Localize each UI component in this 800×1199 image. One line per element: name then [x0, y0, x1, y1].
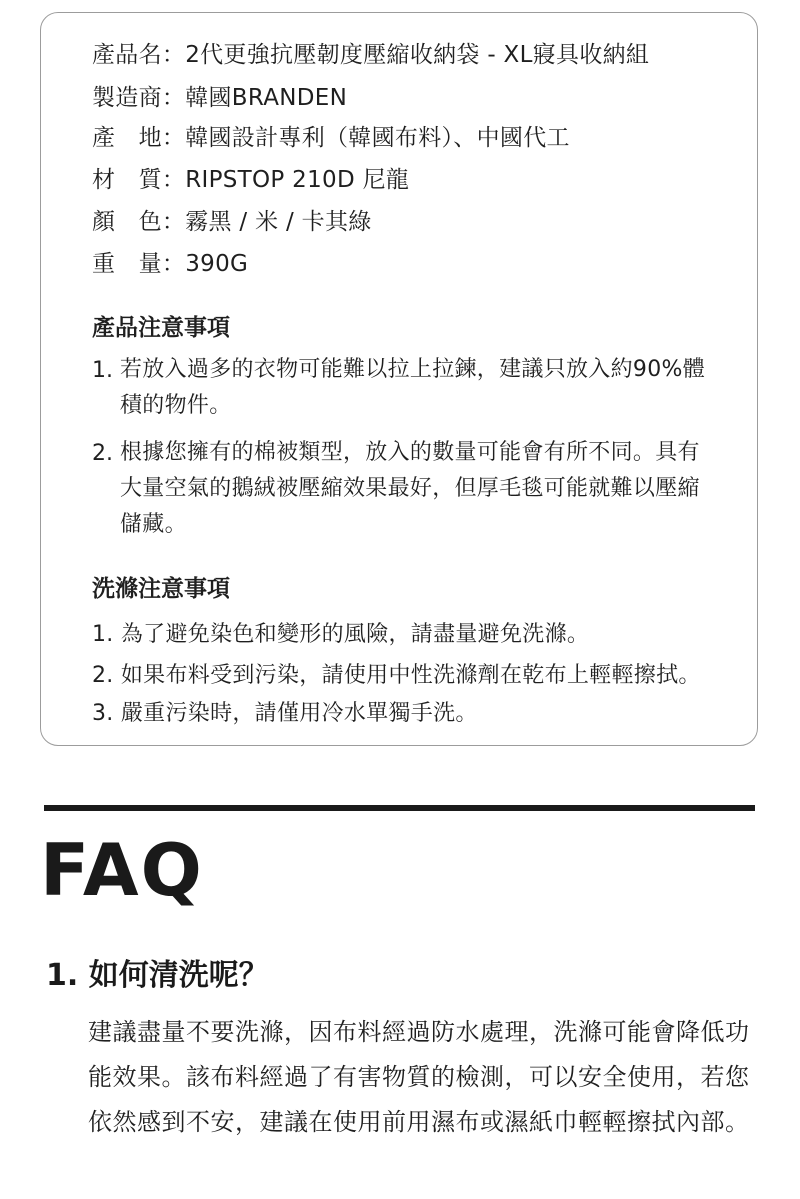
wash-notes-title: 洗滌注意事項	[92, 576, 230, 602]
faq-question-1: 1. 如何清洗呢？	[46, 958, 269, 993]
spec-material: 材 質：RIPSTOP 210D 尼龍	[92, 167, 410, 193]
spec-product-name: 產品名：2代更強抗壓韌度壓縮收納袋 - XL寢具收納組	[92, 42, 650, 68]
wash-note-3: 3. 嚴重污染時，請僅用冷水單獨手洗。	[92, 701, 478, 726]
product-notes-title: 產品注意事項	[92, 315, 230, 341]
faq-answer-1: 建議盡量不要洗滌，因布料經過防水處理，洗滌可能會降低功能效果。該布料經過了有害物質的檢測，可以安全使用，若您依然感到不安，建議在使用前用濕布或濕紙巾輕輕擦拭內部。	[88, 1018, 750, 1136]
product-note-1-text: 若放入過多的衣物可能難以拉上拉鍊，建議只放入約90%體積的物件。	[120, 357, 705, 418]
spec-origin: 產 地：韓國設計專利（韓國布料）、中國代工	[92, 125, 570, 151]
spec-weight: 重 量：390G	[92, 251, 249, 277]
faq-divider	[44, 805, 755, 811]
wash-note-2: 2. 如果布料受到污染，請使用中性洗滌劑在乾布上輕輕擦拭。	[92, 663, 701, 688]
product-note-2-number: 2.	[92, 441, 113, 466]
product-note-1-number: 1.	[92, 358, 113, 383]
spec-manufacturer: 製造商：韓國BRANDEN	[92, 85, 348, 111]
spec-color: 顏 色：霧黑 / 米 / 卡其綠	[92, 209, 372, 235]
faq-heading: FAQ	[40, 828, 204, 912]
wash-note-1: 1. 為了避免染色和變形的風險，請盡量避免洗滌。	[92, 622, 590, 647]
product-note-2-text: 根據您擁有的棉被類型，放入的數量可能會有所不同。具有大量空氣的鵝絨被壓縮效果最好，但厚毛毯可能就難以壓縮儲藏。	[120, 440, 700, 537]
